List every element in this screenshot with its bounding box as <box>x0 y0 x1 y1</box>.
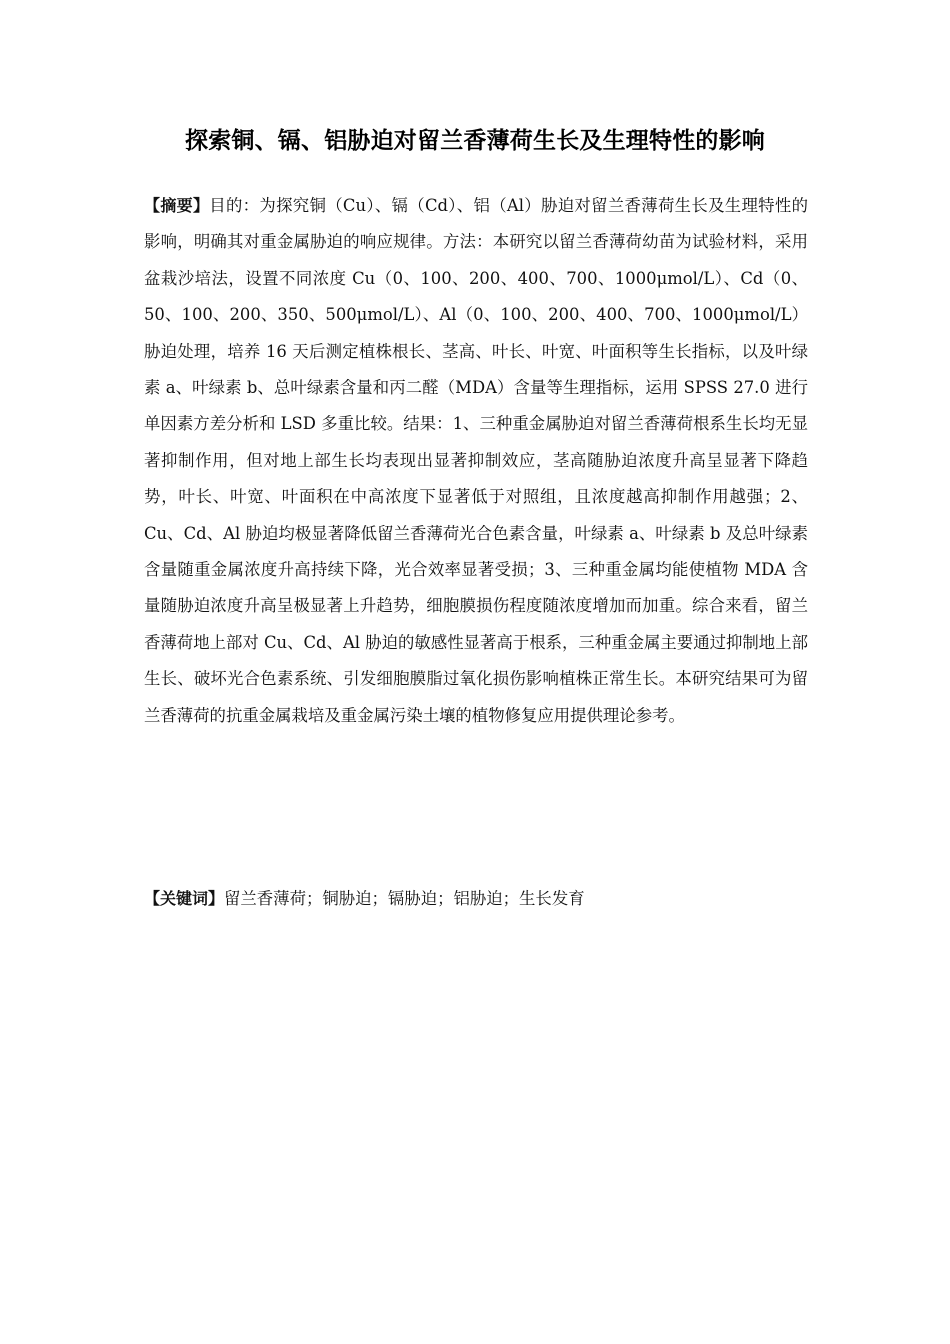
keywords-text: 留兰香薄荷；铜胁迫；镉胁迫；铝胁迫；生长发育 <box>224 889 585 908</box>
abstract-paragraph <box>144 188 808 734</box>
keywords-paragraph <box>144 881 808 917</box>
abstract-label: 【摘要】 <box>144 196 210 215</box>
abstract-text: 目的：为探究铜（Cu）、镉（Cd）、铝（Al）胁迫对留兰香薄荷生长及生理特性的影响，明确其对重金属胁迫的响应规律。方法：本研究以留兰香薄荷幼苗为试验材料，采用盆栽沙培法，设置不同浓度 Cu（0、100、200、400、700、1000μmol/L）、Cd（0、50、100、200、350、500μmol/L）、Al（0、100、200、400、700、1000μmol/L）胁迫处理，培养 16 天后测定植株根长、茎高、叶长、叶宽、叶面积等生长指标，以及叶绿素 a、叶绿素 b、总叶绿素含量和丙二醛（MDA）含量等生理指标，运用 SPSS 27.0 进行单因素方差分析和 LSD 多重比较。结果：1、三种重金属胁迫对留兰香薄荷根系生长均无显著抑制作用，但对地上部生长均表现出显著抑制效应，茎高随胁迫浓度升高呈显著下降趋势，叶长、叶宽、叶面积在中高浓度下显著低于对照组，且浓度越高抑制作用越强；2、Cu、Cd、Al 胁迫均极显著降低留兰香薄荷光合色素含量，叶绿素 a、叶绿素 b 及总叶绿素含量随重金属浓度升高持续下降，光合效率显著受损；3、三种重金属均能使植物 MDA 含量随胁迫浓度升高呈极显著上升趋势，细胞膜损伤程度随浓度增加而加重。综合来看，留兰香薄荷地上部对 Cu、Cd、Al 胁迫的敏感性显著高于根系，三种重金属主要通过抑制地上部生长、破坏光合色素系统、引发细胞膜脂过氧化损伤影响植株正常生长。本研究结果可为留兰香薄荷的抗重金属栽培及重金属污染土壤的植物修复应用提供理论参考。 <box>144 196 808 725</box>
keywords-label: 【关键词】 <box>144 889 225 908</box>
document-title: 探索铜、镉、铝胁迫对留兰香薄荷生长及生理特性的影响 <box>185 128 765 154</box>
